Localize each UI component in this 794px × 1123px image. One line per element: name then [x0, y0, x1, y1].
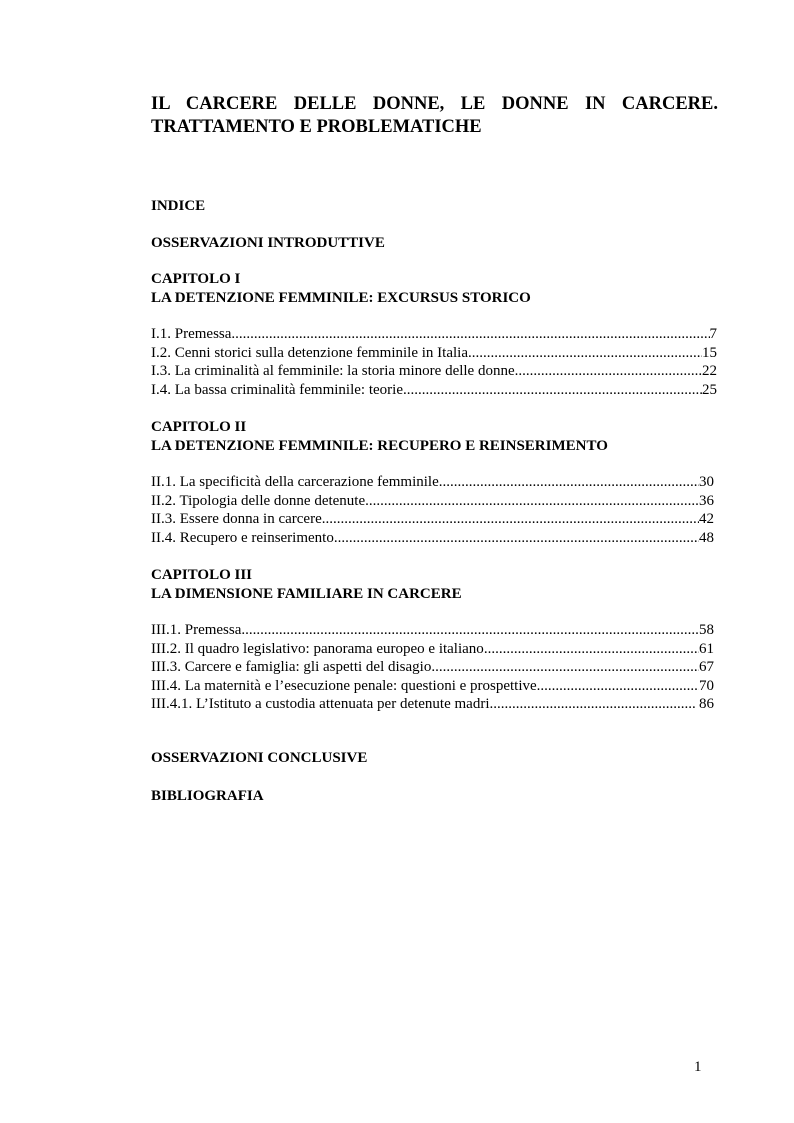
toc-leader	[322, 510, 699, 529]
chapter-2-heading	[151, 418, 608, 455]
toc-entry-label: III.4. La maternità e l’esecuzione penale: questioni e prospettive	[151, 677, 537, 694]
toc-entry-page: 70	[699, 677, 714, 694]
toc-entry[interactable]	[151, 529, 714, 548]
toc-entry-label: II.1. La specificità della carcerazione femminile	[151, 474, 439, 490]
toc-entry[interactable]	[151, 658, 714, 677]
toc-entry-page: 42	[699, 511, 714, 527]
toc-leader	[431, 658, 699, 677]
toc-entry[interactable]	[151, 492, 714, 511]
toc-entry-page: 67	[699, 659, 714, 675]
bibliography-heading: BIBLIOGRAFIA	[151, 788, 264, 804]
toc-entry-label: I.3. La criminalità al femminile: la storia minore delle donne	[151, 363, 515, 379]
toc-entry-label: II.4. Recupero e reinserimento	[151, 529, 334, 546]
document-title	[151, 93, 718, 139]
index-heading: INDICE	[151, 198, 206, 214]
chapter-3-heading	[151, 566, 462, 603]
toc-entry-page: 25	[702, 381, 717, 398]
title-line-1: IL CARCERE DELLE DONNE, LE DONNE IN CARCERE.	[151, 94, 718, 114]
toc-entry-label: III.2. Il quadro legislativo: panorama europeo e italiano	[151, 640, 484, 657]
chapter-2-number: CAPITOLO II	[151, 419, 247, 435]
toc-entry[interactable]	[151, 473, 714, 492]
toc-entry[interactable]	[151, 621, 714, 640]
toc-leader	[468, 344, 702, 363]
toc-entry-label: III.3. Carcere e famiglia: gli aspetti del disagio	[151, 659, 432, 675]
toc-entry-label: III.1. Premessa	[151, 622, 242, 638]
toc-entry-page: 30	[699, 474, 714, 490]
toc-entry-page: 7	[709, 326, 717, 342]
toc-leader	[403, 381, 702, 400]
toc-leader	[490, 695, 696, 714]
chapter-1-toc	[151, 325, 717, 399]
toc-entry-label: I.4. La bassa criminalità femminile: teorie	[151, 381, 403, 398]
toc-entry[interactable]	[151, 695, 714, 714]
chapter-2-title: LA DETENZIONE FEMMINILE: RECUPERO E REINSERIMENTO	[151, 437, 608, 454]
toc-entry[interactable]	[151, 362, 717, 381]
toc-leader	[439, 473, 699, 492]
toc-entry-page: 58	[699, 622, 714, 638]
toc-entry[interactable]	[151, 344, 717, 363]
title-line-2: TRATTAMENTO E PROBLEMATICHE	[151, 117, 482, 137]
toc-entry[interactable]	[151, 510, 714, 529]
toc-entry-page: 86	[695, 696, 714, 712]
toc-entry-page: 36	[699, 492, 714, 509]
intro-heading: OSSERVAZIONI INTRODUTTIVE	[151, 235, 385, 251]
toc-entry[interactable]	[151, 640, 714, 659]
page-number: 1	[694, 1059, 702, 1075]
toc-leader	[515, 362, 702, 381]
toc-leader	[231, 325, 709, 344]
toc-entry-page: 61	[699, 640, 714, 657]
chapter-1-title: LA DETENZIONE FEMMINILE: EXCURSUS STORICO	[151, 289, 531, 306]
toc-leader	[365, 492, 699, 511]
toc-leader	[484, 640, 699, 659]
toc-leader	[537, 677, 699, 696]
toc-entry[interactable]	[151, 677, 714, 696]
toc-entry[interactable]	[151, 325, 717, 344]
chapter-3-title: LA DIMENSIONE FAMILIARE IN CARCERE	[151, 585, 462, 602]
toc-entry-label: II.2. Tipologia delle donne detenute	[151, 492, 366, 509]
conclusion-heading: OSSERVAZIONI CONCLUSIVE	[151, 750, 368, 766]
toc-entry-label: I.2. Cenni storici sulla detenzione femminile in Italia	[151, 344, 468, 361]
chapter-3-toc	[151, 621, 714, 714]
chapter-2-toc	[151, 473, 714, 547]
toc-entry[interactable]	[151, 381, 717, 400]
chapter-3-number: CAPITOLO III	[151, 567, 253, 583]
toc-entry-page: 22	[702, 363, 717, 379]
chapter-1-heading	[151, 270, 531, 307]
toc-leader	[241, 621, 699, 640]
toc-entry-page: 15	[702, 344, 717, 361]
toc-entry-label: III.4.1. L’Istituto a custodia attenuata per detenute madri	[151, 696, 490, 712]
toc-entry-label: I.1. Premessa	[151, 326, 232, 342]
toc-entry-label: II.3. Essere donna in carcere	[151, 511, 322, 527]
toc-leader	[334, 529, 699, 548]
toc-entry-page: 48	[699, 529, 714, 546]
chapter-1-number: CAPITOLO I	[151, 271, 241, 287]
